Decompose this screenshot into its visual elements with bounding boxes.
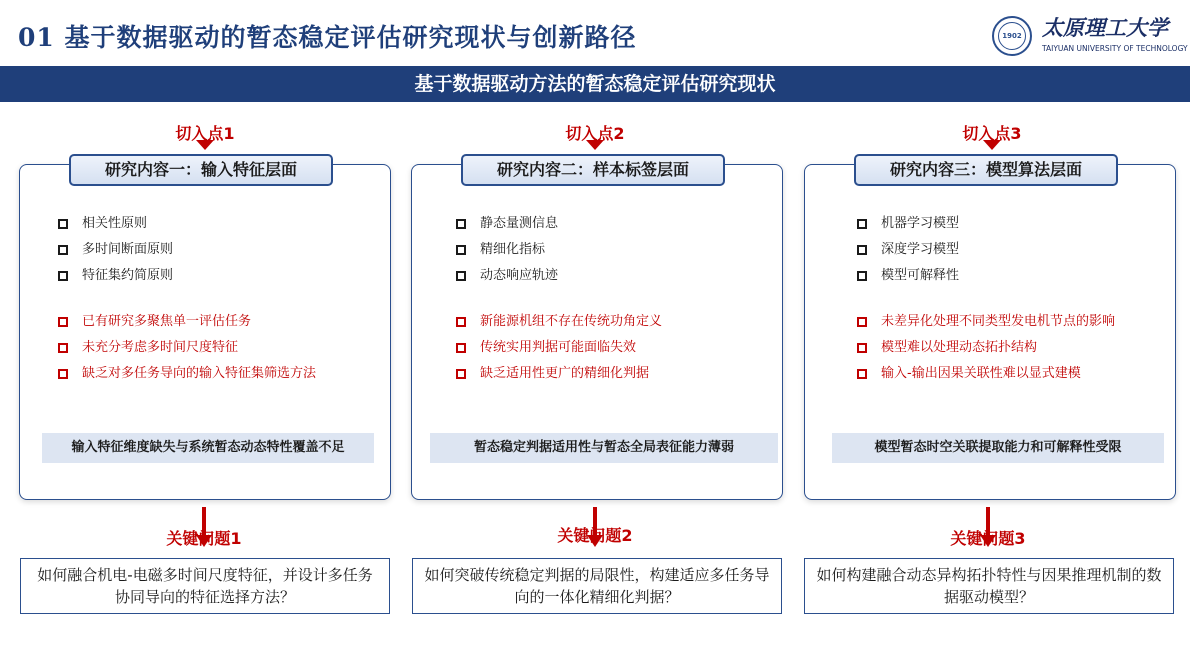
page-title: 01 基于数据驱动的暂态稳定评估研究现状与创新路径 [18,23,637,52]
university-seal-icon [992,16,1032,56]
checkbox-square-icon [58,369,68,379]
summary-bar-3: 模型暂态时空关联提取能力和可解释性受限 [832,433,1164,463]
issues-list-3 [857,311,1115,389]
list-item-text: 输入-输出因果关联性难以显式建模 [881,366,1081,381]
checkbox-square-icon [456,369,466,379]
entry-arrow-1-icon [196,140,214,150]
list-item [456,265,558,291]
list-item-text: 静态量测信息 [480,216,559,231]
key-question-box-2: 如何突破传统稳定判据的局限性，构建适应多任务导向的一体化精细化判据？ [412,558,782,614]
list-item-text: 传统实用判据可能面临失效 [480,340,637,355]
list-item [58,311,316,337]
logo-name-cn: 太原理工大学 [1042,15,1168,40]
entry-point-1: 切入点1 [175,124,235,143]
list-item [456,337,662,363]
checkbox-square-icon [857,245,867,255]
list-item-text: 多时间断面原则 [82,242,174,257]
checkbox-square-icon [456,317,466,327]
summary-bar-1: 输入特征维度缺失与系统暂态动态特性覆盖不足 [42,433,374,463]
list-item-text: 机器学习模型 [881,216,960,231]
list-item [58,239,173,265]
section-banner: 基于数据驱动方法的暂态稳定评估研究现状 [0,66,1190,102]
checkbox-square-icon [857,369,867,379]
checkbox-square-icon [456,343,466,353]
list-item-text: 新能源机组不存在传统功角定义 [480,314,663,329]
checkbox-square-icon [58,271,68,281]
list-item-text: 精细化指标 [480,242,546,257]
list-item-text: 缺乏适用性更广的精细化判据 [480,366,650,381]
principles-list-3 [857,213,959,291]
list-item-text: 未差异化处理不同类型发电机节点的影响 [881,314,1116,329]
list-item-text: 动态响应轨迹 [480,268,559,283]
list-item [857,337,1115,363]
checkbox-square-icon [58,245,68,255]
checkbox-square-icon [857,317,867,327]
research-header-2: 研究内容二：样本标签层面 [461,154,725,186]
list-item [456,213,558,239]
list-item-text: 模型可解释性 [881,268,960,283]
list-item [857,311,1115,337]
key-question-box-3: 如何构建融合动态异构拓扑特性与因果推理机制的数据驱动模型？ [804,558,1174,614]
list-item-text: 缺乏对多任务导向的输入特征集筛选方法 [82,366,317,381]
checkbox-square-icon [58,317,68,327]
checkbox-square-icon [58,219,68,229]
list-item [857,363,1115,389]
list-item [58,265,173,291]
seal-year: 1902 [998,22,1026,50]
checkbox-square-icon [456,271,466,281]
key-question-title-2: 关键问题2 [557,526,633,545]
checkbox-square-icon [857,343,867,353]
entry-arrow-3-icon [983,140,1001,150]
research-header-3: 研究内容三：模型算法层面 [854,154,1118,186]
list-item [857,265,959,291]
list-item [58,337,316,363]
checkbox-square-icon [456,219,466,229]
university-logo [992,12,1188,60]
checkbox-square-icon [857,219,867,229]
principles-list-1 [58,213,173,291]
entry-arrow-2-icon [586,140,604,150]
list-item [857,239,959,265]
entry-point-2: 切入点2 [565,124,625,143]
principles-list-2 [456,213,558,291]
issues-list-1 [58,311,316,389]
list-item [58,213,173,239]
key-question-title-1: 关键问题1 [166,529,242,548]
list-item [456,239,558,265]
list-item [58,363,316,389]
list-item [456,311,662,337]
checkbox-square-icon [456,245,466,255]
list-item [857,213,959,239]
list-item-text: 深度学习模型 [881,242,960,257]
list-item-text: 已有研究多聚焦单一评估任务 [82,314,252,329]
list-item-text: 模型难以处理动态拓扑结构 [881,340,1038,355]
checkbox-square-icon [857,271,867,281]
key-question-title-3: 关键问题3 [950,529,1026,548]
list-item-text: 特征集约简原则 [82,268,174,283]
logo-name-en: TAIYUAN UNIVERSITY OF TECHNOLOGY [1042,44,1188,53]
research-header-1: 研究内容一：输入特征层面 [69,154,333,186]
entry-point-3: 切入点3 [962,124,1022,143]
list-item [456,363,662,389]
list-item-text: 未充分考虑多时间尺度特征 [82,340,239,355]
issues-list-2 [456,311,662,389]
list-item-text: 相关性原则 [82,216,148,231]
key-question-box-1: 如何融合机电-电磁多时间尺度特征，并设计多任务协同导向的特征选择方法？ [20,558,390,614]
summary-bar-2: 暂态稳定判据适用性与暂态全局表征能力薄弱 [430,433,778,463]
checkbox-square-icon [58,343,68,353]
